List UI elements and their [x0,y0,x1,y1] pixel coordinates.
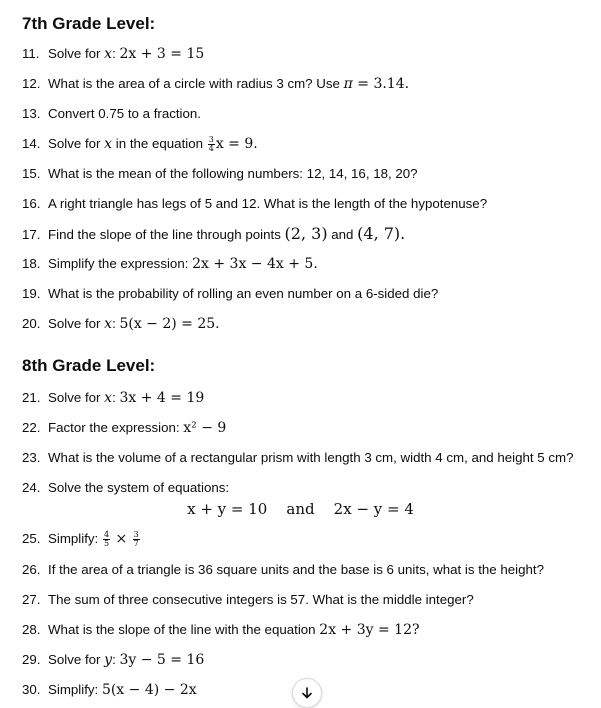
section-heading-8th-grade: 8th Grade Level: [22,356,156,375]
item-text: = [352,76,374,92]
item-text: in the equation [112,136,207,151]
item-text: : [112,316,120,331]
math-expression: 3x + 4 = 19 [119,390,205,406]
item-number: 14. [22,136,41,151]
item-text: Convert 0.75 to a fraction. [48,106,201,121]
math-expression: (2, 3) [284,224,328,243]
item-text: Factor the expression: [48,420,184,435]
list-item [22,389,204,407]
item-number: 18. [22,256,41,271]
item-text: Solve for [48,316,105,331]
item-number: 12. [22,76,41,91]
item-text: Simplify: [48,531,102,546]
item-number: 21. [22,390,41,405]
fraction: $\frac{3}{4}$ [208,134,214,153]
list-item [22,135,258,153]
math-expression: 3y − 5 = 16 [119,652,205,668]
item-text: : [112,390,120,405]
list-item [22,45,204,63]
math-expression: (4, 7). [357,224,406,243]
math-expression: x² − 9 [183,420,227,436]
list-item [22,225,405,244]
item-text: Solve the system of equations: [48,480,230,495]
item-text: The sum of three consecutive integers is 57. What is the middle integer? [48,592,474,607]
math-expression: 2x + 3 = 15 [119,46,205,62]
item-number: 25. [22,531,41,546]
times-sign: × [111,531,132,547]
list-item [22,195,487,213]
arrow-down-icon [300,686,314,700]
item-number: 13. [22,106,41,121]
item-number: 23. [22,450,41,465]
math-variable: π [343,76,353,92]
item-number: 27. [22,592,41,607]
list-item [22,285,438,303]
math-variable: x [104,136,113,152]
list-item [22,651,204,669]
math-expression: 2x + 3y = 12? [319,622,420,638]
list-item [22,561,544,579]
list-item [22,75,409,93]
item-text: What is the probability of rolling an even number on a 6-sided die? [48,286,439,301]
item-text: A right triangle has legs of 5 and 12. What is the length of the hypotenuse? [48,196,488,211]
list-item [22,255,318,273]
math-variable: y [104,652,113,668]
math-variable: x [104,46,113,62]
item-number: 28. [22,622,41,637]
fraction: $\frac{4}{5}$ [103,529,110,548]
item-text: What is the mean of the following numbers: 12, 14, 16, 18, 20? [48,166,418,181]
math-expression: 2x + 3x − 4x + 5. [192,256,318,272]
math-expression: x = 9. [215,136,258,152]
item-number: 29. [22,652,41,667]
item-number: 24. [22,480,41,495]
item-text: and [327,227,358,242]
list-item [22,419,226,437]
list-item [22,105,201,123]
item-text: If the area of a triangle is 36 square units and the base is 6 units, what is the height? [48,562,544,577]
item-number: 19. [22,286,41,301]
item-text: Solve for [48,46,105,61]
list-item [22,591,474,609]
list-item [22,681,197,699]
section-heading-7th-grade: 7th Grade Level: [22,14,156,33]
item-number: 15. [22,166,41,181]
item-text: What is the area of a circle with radius 3 cm? Use [48,76,344,91]
item-text: : [112,652,120,667]
math-expression: 5(x − 4) − 2x [101,682,197,698]
item-text: What is the volume of a rectangular prism with length 3 cm, width 4 cm, and height 5 cm? [48,450,574,465]
item-text: : [112,46,120,61]
item-text: Simplify the expression: [48,256,193,271]
list-item [22,530,141,548]
item-text: Find the slope of the line through points [48,227,285,242]
math-variable: x [104,316,113,332]
list-item [22,165,418,183]
display-equation: x + y = 10 and 2x − y = 4 [187,500,414,518]
item-number: 16. [22,196,41,211]
item-text: Solve for [48,390,105,405]
list-item [22,315,220,333]
item-number: 26. [22,562,41,577]
math-expression: 5(x − 2) = 25. [119,316,220,332]
item-text: Solve for [48,136,105,151]
math-variable: x [104,390,113,406]
list-item [22,621,419,639]
item-number: 17. [22,227,41,242]
list-item [22,479,229,497]
item-text: What is the slope of the line with the equation [48,622,320,637]
math-expression: 3.14. [373,76,410,92]
item-number: 20. [22,316,41,331]
list-item [22,449,573,467]
item-text: Simplify: [48,682,102,697]
scroll-down-button[interactable] [292,678,322,708]
fraction: $\frac{3}{7}$ [133,529,139,548]
item-text: Solve for [48,652,105,667]
item-number: 11. [22,46,40,61]
item-number: 30. [22,682,41,697]
item-number: 22. [22,420,41,435]
